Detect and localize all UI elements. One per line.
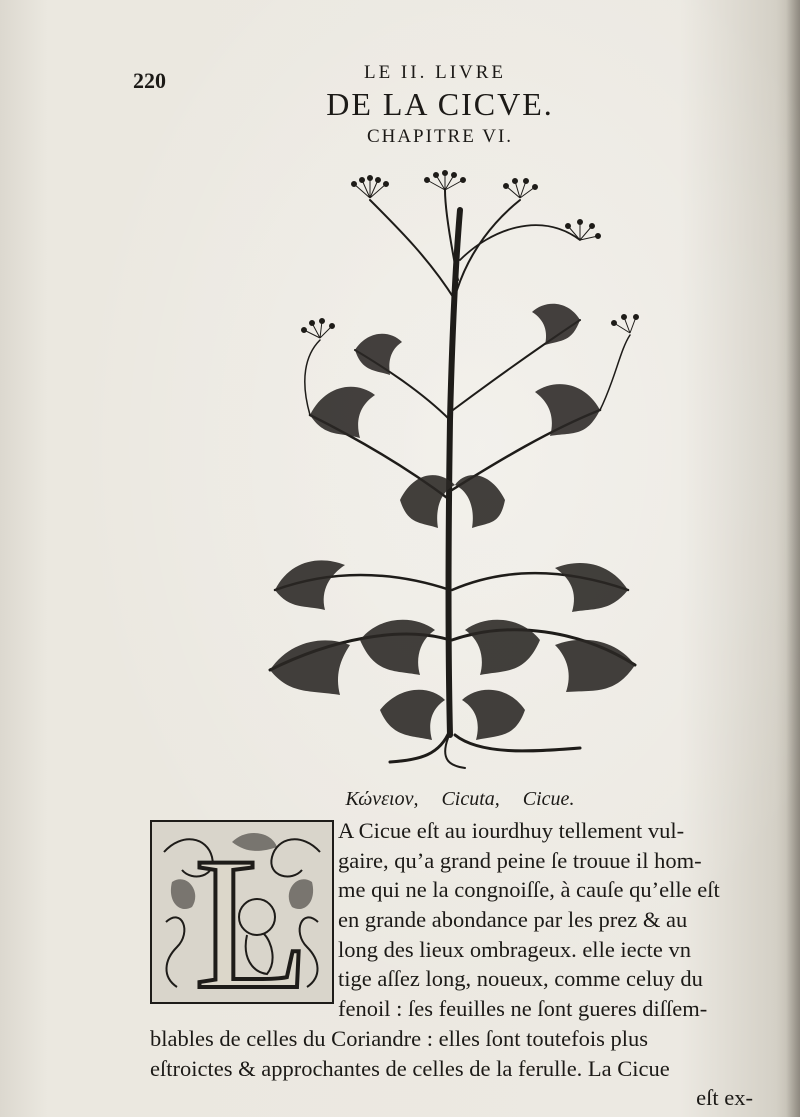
catchword: eſt ex-: [696, 1085, 753, 1111]
page-title: DE LA CICVE.: [326, 86, 554, 122]
body-text: [150, 816, 755, 1113]
initial-letter: L: [194, 822, 311, 1002]
text-line: fenoil : ſes feuilles ne ſont gueres diſſem-: [338, 996, 708, 1022]
running-head: LE II. LIVRE: [363, 62, 507, 83]
figure-caption: Κώνειον, Cicuta, Cicue.: [345, 788, 575, 810]
page-number: 220: [133, 68, 166, 93]
hemlock-woodcut-illustration: [250, 170, 650, 770]
chapter-heading: CHAPITRE VI.: [366, 126, 514, 147]
text-line: A Cicue eſt au iourdhuy tellement vul-: [338, 818, 685, 843]
text-line: tige aſſez long, noueux, comme celuy du: [338, 966, 703, 992]
text-line: eſtroictes & approchantes de celles de la ferulle. La Cicue: [150, 1055, 670, 1081]
text-line: me qui ne la congnoiſſe, à cauſe qu’elle eſt: [338, 877, 720, 903]
text-line: blables de celles du Coriandre : elles ſont toutefois plus: [150, 1025, 649, 1051]
text-line: gaire, qu’a grand peine ſe trouue il hom-: [338, 847, 702, 873]
text-line: en grande abondance par les prez & au: [338, 907, 688, 933]
page-gutter-shadow: [786, 0, 800, 1117]
text-line: long des lieux ombrageux. elle iecte vn: [338, 936, 692, 962]
